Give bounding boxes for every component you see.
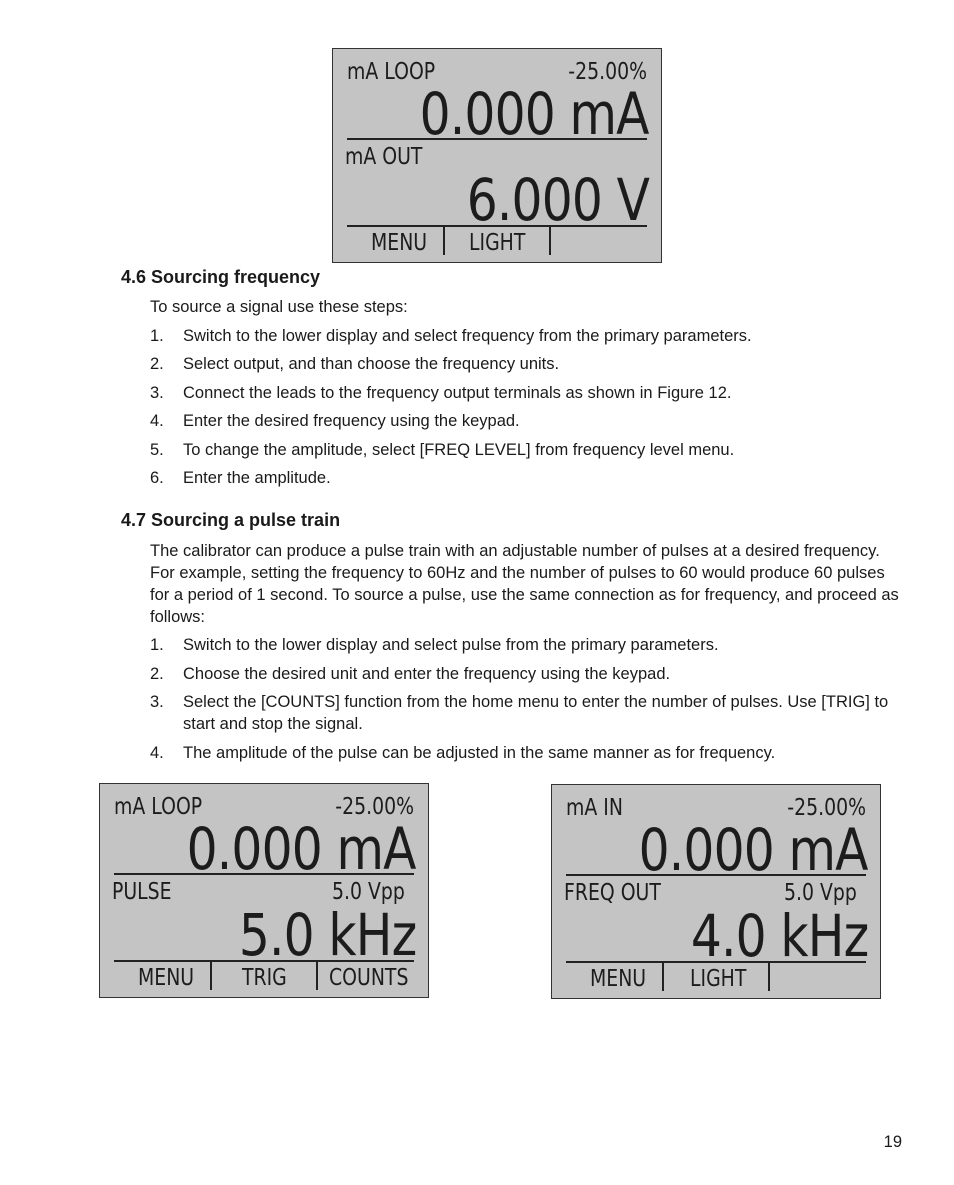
step-number: 3. <box>150 384 164 402</box>
upper-display-percent: -25.00% <box>568 59 647 85</box>
section-4-7-step: The amplitude of the pulse can be adjusted in the same manner as for frequency. <box>183 744 776 762</box>
step-number: 1. <box>150 636 164 654</box>
softkey-menu[interactable]: MENU <box>371 230 428 256</box>
upper-display-label: mA LOOP <box>114 794 203 820</box>
lower-display-label: FREQ OUT <box>564 880 661 906</box>
section-4-6-step: Connect the leads to the frequency output terminals as shown in Figure 12. <box>183 384 732 402</box>
softkey-divider <box>566 961 866 963</box>
softkey-separator <box>768 963 770 991</box>
section-4-7-intro: The calibrator can produce a pulse train with an adjustable number of pulses at a desired frequency. For example, setting the frequency to 60Hz and the number of pulses to 60 would produce 60 pulses for a period of 1 second. To source a pulse, use the same connection as for frequency, and proceed as follows: <box>150 542 899 626</box>
softkey-separator <box>210 962 212 990</box>
lcd-display-top <box>332 48 662 263</box>
softkey-separator <box>316 962 318 990</box>
softkey-light[interactable]: LIGHT <box>690 966 747 992</box>
softkey-menu[interactable]: MENU <box>138 965 195 991</box>
lower-display-label: PULSE <box>112 879 172 905</box>
softkey-separator <box>443 227 445 255</box>
section-4-6-step: Select output, and than choose the frequency units. <box>183 355 560 373</box>
softkey-separator <box>662 963 664 991</box>
display-divider <box>347 138 647 140</box>
step-number: 2. <box>150 665 164 683</box>
softkey-separator <box>549 227 551 255</box>
softkey-counts[interactable]: COUNTS <box>329 965 409 991</box>
step-number: 4. <box>150 744 164 762</box>
softkey-menu[interactable]: MENU <box>590 966 647 992</box>
lower-display-value: 4.0 kHz <box>690 902 868 970</box>
section-4-7-step: Switch to the lower display and select pulse from the primary parameters. <box>183 636 719 654</box>
section-4-6-step: Switch to the lower display and select frequency from the primary parameters. <box>183 327 752 345</box>
section-heading-4-6: 4.6 Sourcing frequency <box>121 267 321 287</box>
upper-display-value: 0.000 mA <box>638 816 868 884</box>
display-divider <box>566 874 866 876</box>
section-4-7-step: Choose the desired unit and enter the frequency using the keypad. <box>183 665 671 683</box>
step-number: 1. <box>150 327 164 345</box>
step-number: 3. <box>150 693 164 711</box>
section-heading-4-7: 4.7 Sourcing a pulse train <box>121 510 341 530</box>
section-4-6-intro: To source a signal use these steps: <box>150 298 408 316</box>
lcd-display-pulse <box>99 783 429 998</box>
softkey-divider <box>347 225 647 227</box>
softkey-light[interactable]: LIGHT <box>469 230 526 256</box>
section-4-7-step: Select the [COUNTS] function from the home menu to enter the number of pulses. Use [TRIG] to start and stop the signal. <box>183 693 889 733</box>
upper-display-percent: -25.00% <box>787 795 866 821</box>
upper-display-label: mA IN <box>566 795 623 821</box>
lower-display-amplitude: 5.0 Vpp <box>784 880 857 906</box>
lower-display-label: mA OUT <box>345 144 423 170</box>
step-number: 6. <box>150 469 164 487</box>
upper-display-value: 0.000 mA <box>419 80 649 148</box>
lower-display-value: 5.0 kHz <box>238 901 416 969</box>
upper-display-label: mA LOOP <box>347 59 436 85</box>
display-divider <box>114 873 414 875</box>
upper-display-percent: -25.00% <box>335 794 414 820</box>
step-number: 5. <box>150 441 164 459</box>
upper-display-value: 0.000 mA <box>186 815 416 883</box>
softkey-divider <box>114 960 414 962</box>
section-4-6-step: Enter the amplitude. <box>183 469 331 487</box>
lower-display-amplitude: 5.0 Vpp <box>332 879 405 905</box>
lower-display-value: 6.000 V <box>466 166 649 234</box>
lcd-display-freq <box>551 784 881 999</box>
step-number: 4. <box>150 412 164 430</box>
page-number: 19 <box>883 1133 902 1151</box>
section-4-6-step: To change the amplitude, select [FREQ LEVEL] from frequency level menu. <box>183 441 735 459</box>
section-4-6-step: Enter the desired frequency using the keypad. <box>183 412 520 430</box>
softkey-trig[interactable]: TRIG <box>242 965 287 991</box>
step-number: 2. <box>150 355 164 373</box>
